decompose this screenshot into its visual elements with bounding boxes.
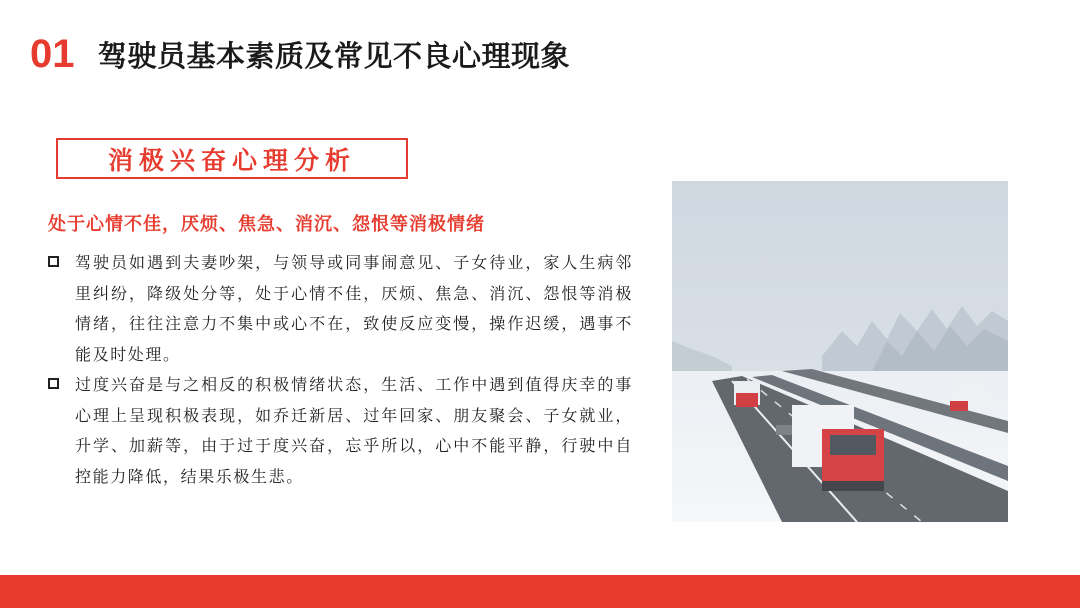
subheading: 处于心情不佳，厌烦、焦急、消沉、怨恨等消极情绪 (48, 214, 485, 235)
bullet-list (48, 248, 633, 492)
section-number: 01 (30, 32, 75, 76)
footer-bar (0, 575, 1080, 608)
section-title: 消极兴奋心理分析 (107, 145, 356, 175)
bullet-text: 驾驶员如遇到夫妻吵架，与领导或同事闹意见、子女待业，家人生病邻里纠纷，降级处分等，处于心情不佳，厌烦、焦急、消沉、怨恨等消极情绪，往往注意力不集中或心不在，致使反应变慢，操作迟缓，遇事不能及时处理。 (75, 253, 633, 364)
snowy-highway-photo (672, 181, 1008, 522)
square-bullet-icon (48, 378, 59, 389)
bullet-item (48, 248, 633, 370)
page-title: 驾驶员基本素质及常见不良心理现象 (98, 39, 571, 73)
bullet-item (48, 370, 633, 492)
bullet-text: 过度兴奋是与之相反的积极情绪状态，生活、工作中遇到值得庆幸的事心理上呈现积极表现，如乔迁新居、过年回家、朋友聚会、子女就业，升学、加薪等，由于过于度兴奋，忘乎所以，心中不能平静，行驶中自控能力降低，结果乐极生悲。 (75, 375, 633, 486)
square-bullet-icon (48, 256, 59, 267)
section-title-box (56, 138, 408, 179)
